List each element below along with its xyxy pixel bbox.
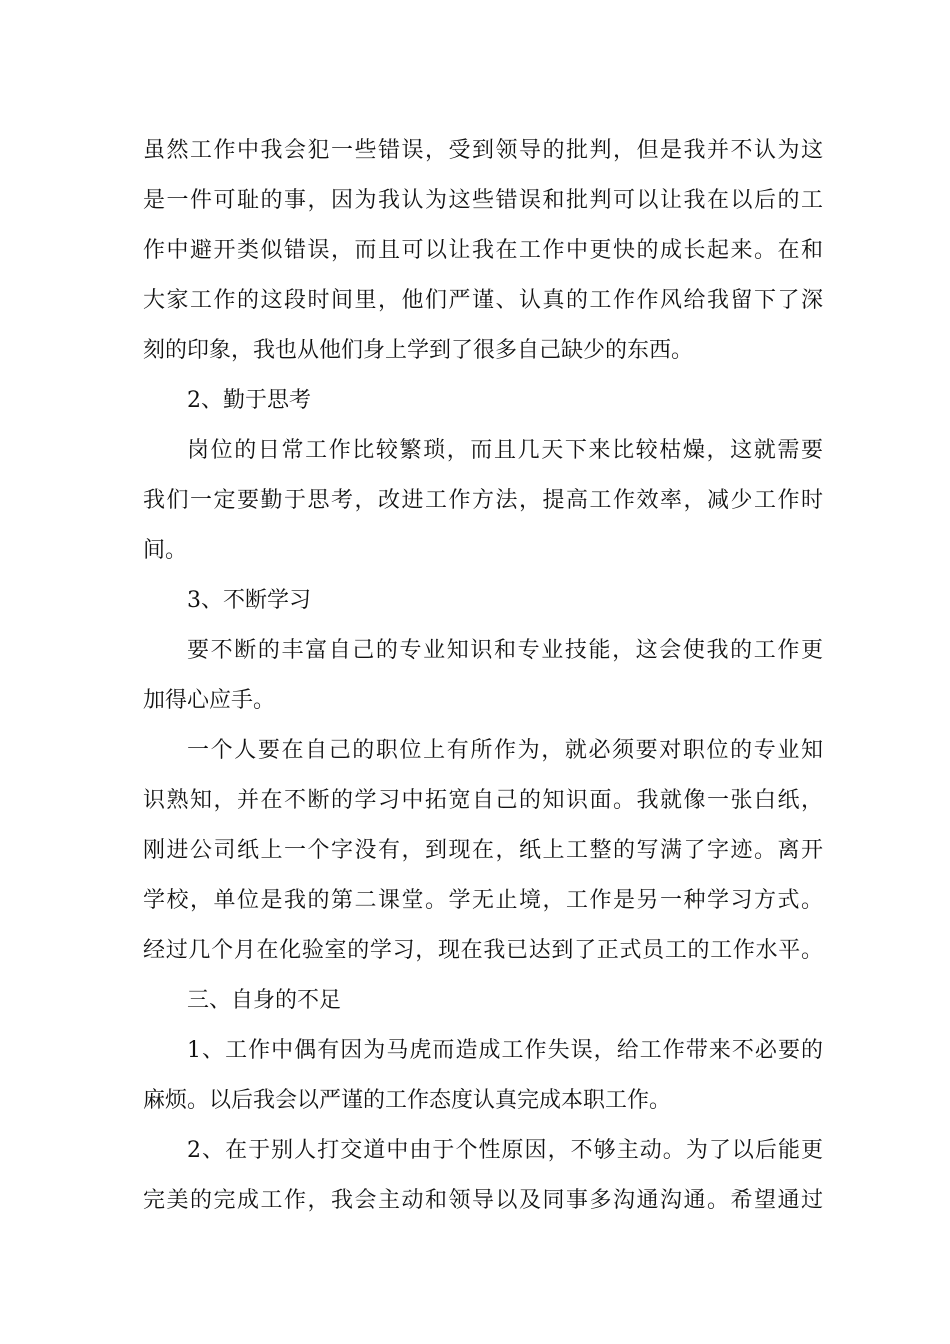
text-line: 完美的完成工作，我会主动和领导以及同事多沟通沟通。希望通过	[143, 1188, 823, 1213]
text-line: 2、在于别人打交道中由于个性原因，不够主动。为了以后能更	[187, 1138, 823, 1163]
text-line: 学校，单位是我的第二课堂。学无止境，工作是另一种学习方式。	[143, 888, 823, 913]
text-line: 一个人要在自己的职位上有所作为，就必须要对职位的专业知	[187, 738, 823, 763]
section-heading: 三、自身的不足	[187, 988, 342, 1013]
text-line: 识熟知，并在不断的学习中拓宽自己的知识面。我就像一张白纸，	[143, 788, 823, 813]
section-heading: 3、不断学习	[187, 588, 311, 613]
text-line: 麻烦。以后我会以严谨的工作态度认真完成本职工作。	[143, 1088, 672, 1113]
text-line: 刚进公司纸上一个字没有，到现在，纸上工整的写满了字迹。离开	[143, 838, 823, 863]
text-line: 岗位的日常工作比较繁琐，而且几天下来比较枯燥，这就需要	[187, 438, 823, 463]
text-line: 间。	[143, 538, 188, 563]
text-line: 虽然工作中我会犯一些错误，受到领导的批判，但是我并不认为这	[143, 138, 823, 163]
section-heading: 2、勤于思考	[187, 388, 311, 413]
text-line: 经过几个月在化验室的学习，现在我已达到了正式员工的工作水平。	[143, 938, 823, 963]
text-line: 加得心应手。	[143, 688, 276, 713]
text-line: 1、工作中偶有因为马虎而造成工作失误，给工作带来不必要的	[187, 1038, 823, 1063]
text-line: 要不断的丰富自己的专业知识和专业技能，这会使我的工作更	[187, 638, 823, 663]
text-line: 我们一定要勤于思考，改进工作方法，提高工作效率，减少工作时	[143, 488, 823, 513]
text-line: 作中避开类似错误，而且可以让我在工作中更快的成长起来。在和	[143, 238, 823, 263]
text-line: 是一件可耻的事，因为我认为这些错误和批判可以让我在以后的工	[143, 188, 823, 213]
text-line: 大家工作的这段时间里，他们严谨、认真的工作作风给我留下了深	[143, 288, 823, 313]
text-line: 刻的印象，我也从他们身上学到了很多自己缺少的东西。	[143, 338, 694, 363]
